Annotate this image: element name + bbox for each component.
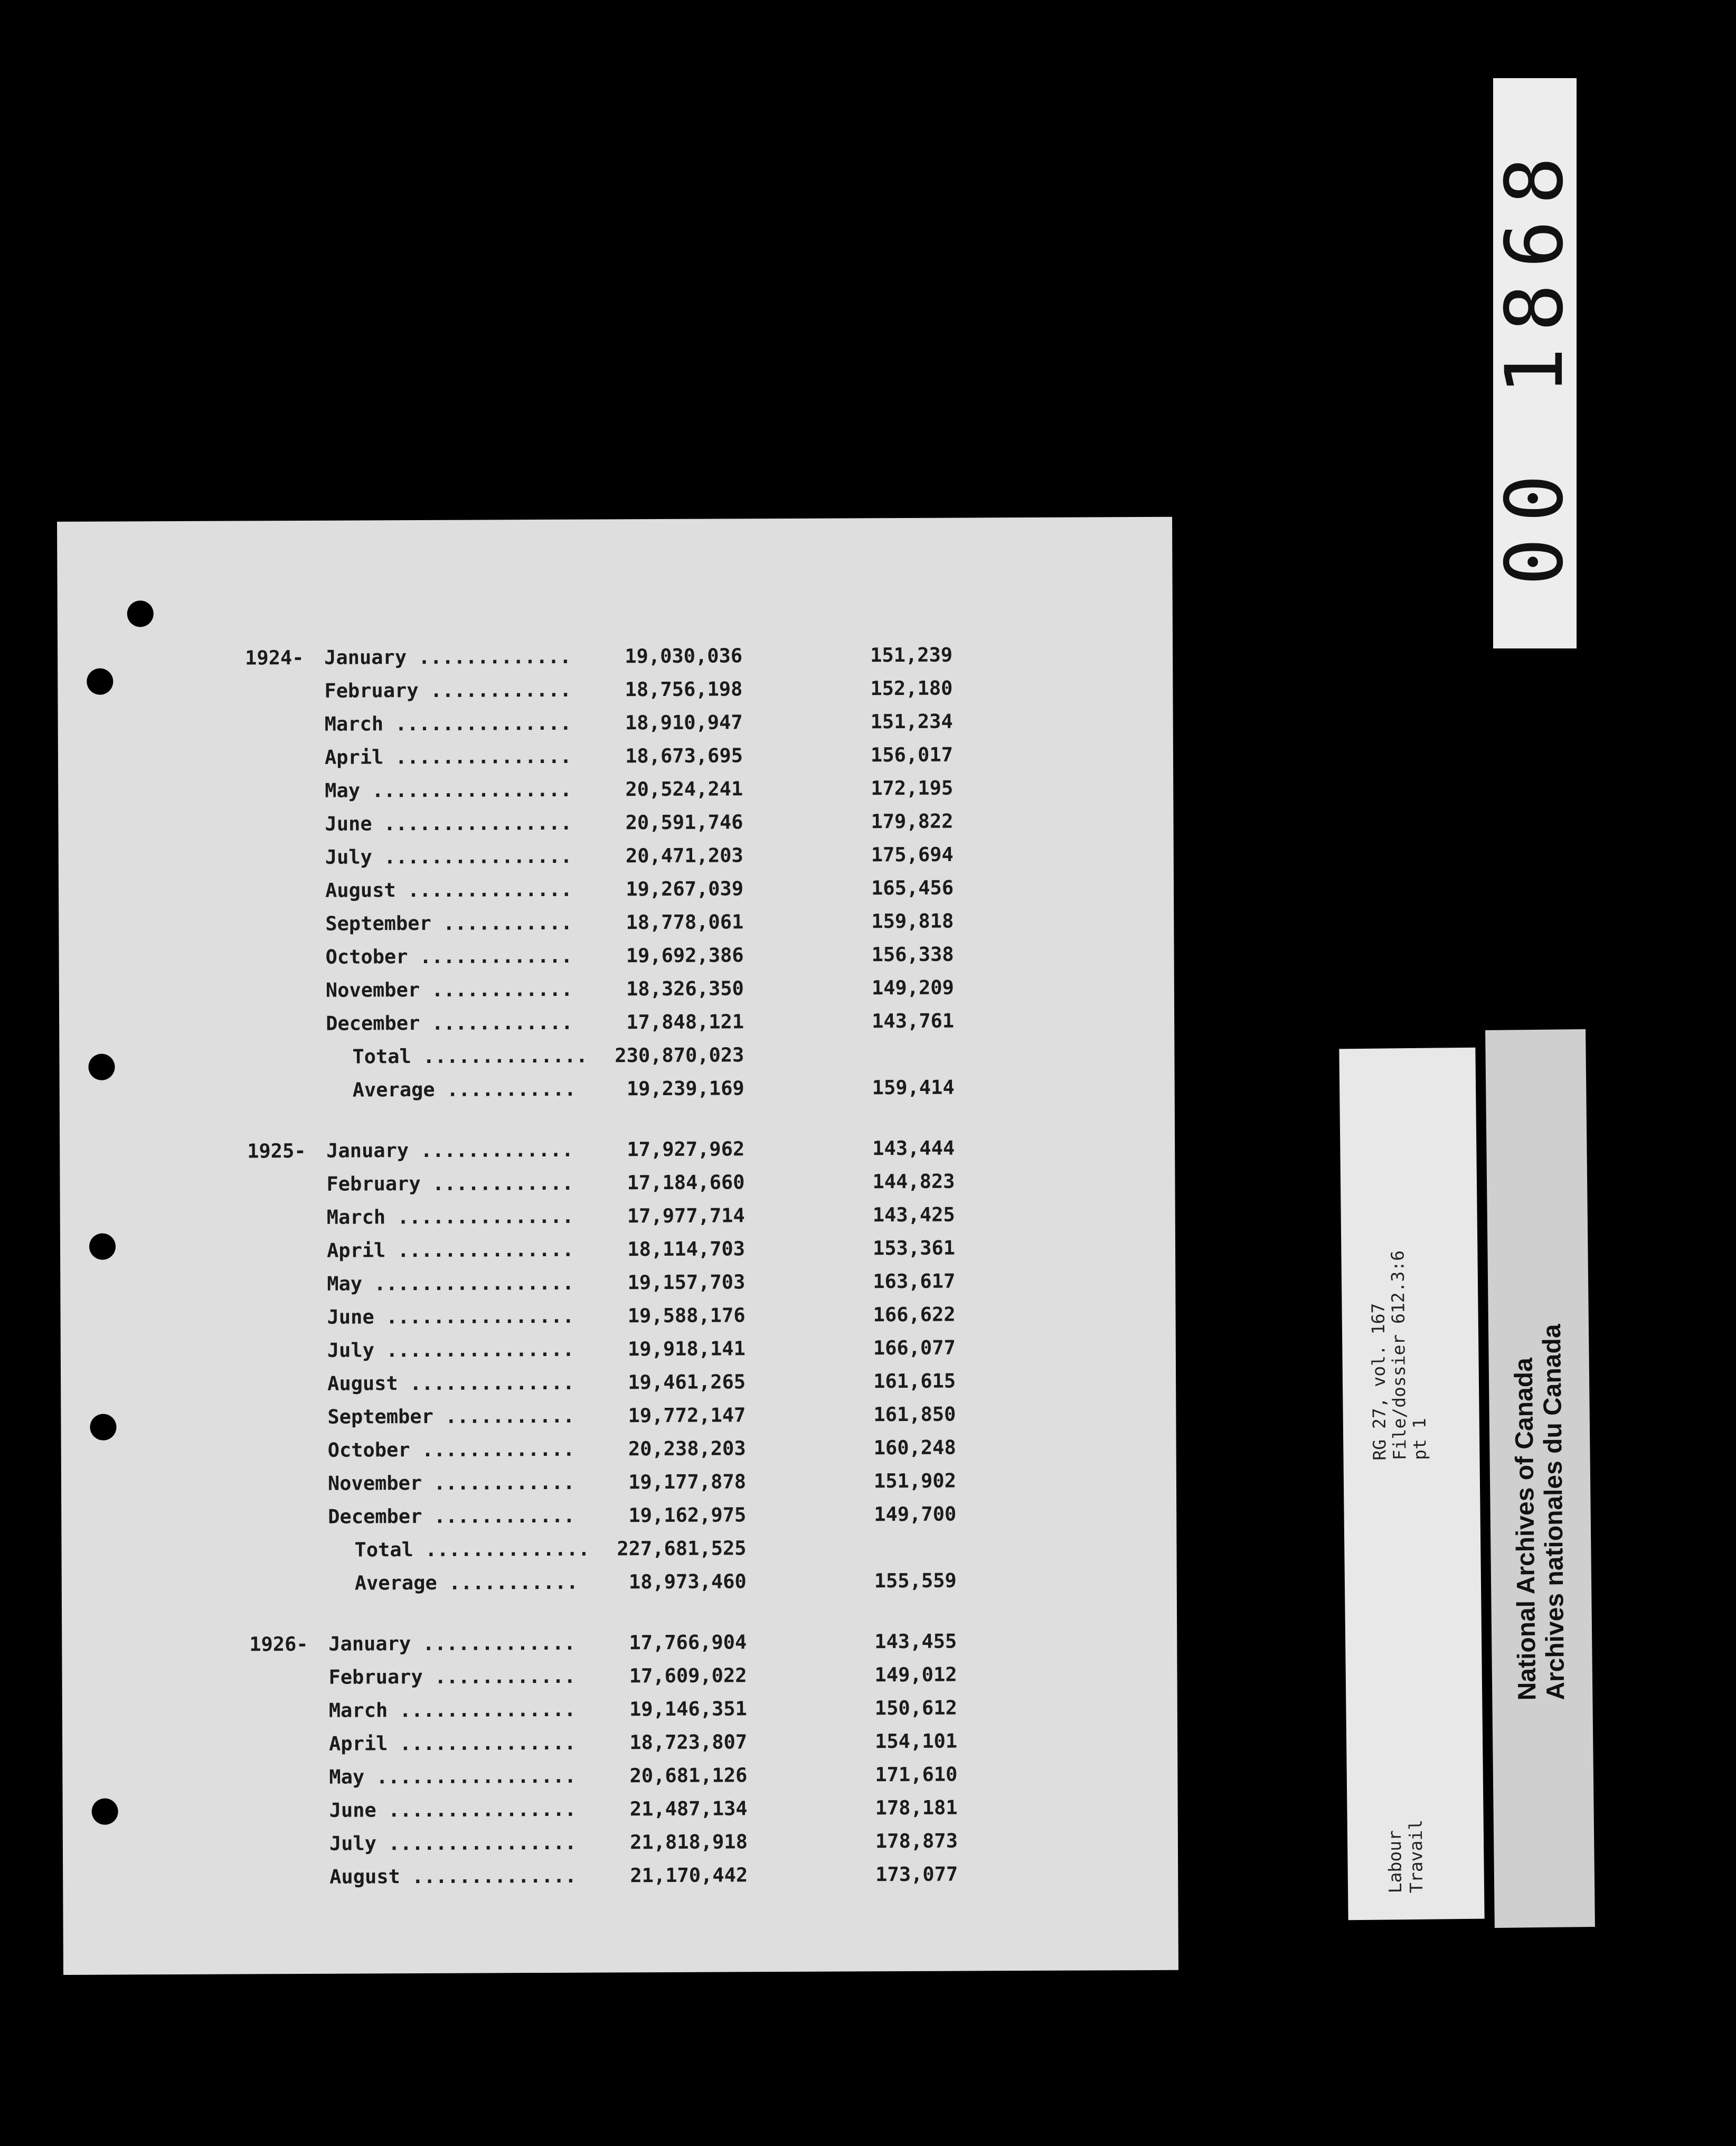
archive-label: [1485, 1029, 1595, 1928]
month-label: Total ..............: [354, 1537, 590, 1561]
month-label: October .............: [325, 944, 573, 968]
ledger-row: [248, 1264, 1029, 1301]
count-value: 178,873: [875, 1829, 958, 1853]
amount-value: 19,267,039: [626, 877, 744, 901]
count-value: 151,239: [870, 643, 953, 667]
year-label: [250, 1727, 334, 1728]
month-label: June ................: [327, 1304, 574, 1329]
month-label: July ................: [325, 844, 572, 869]
amount-value: 17,766,904: [629, 1631, 747, 1654]
count-value: 179,822: [871, 810, 954, 833]
month-label: August ..............: [327, 1371, 575, 1395]
month-label: Average ...........: [352, 1077, 577, 1102]
ledger-row: [250, 1724, 1031, 1761]
month-label: September ...........: [327, 1404, 575, 1428]
amount-value: 17,927,962: [627, 1137, 745, 1161]
file-part: pt 1: [1409, 1418, 1430, 1461]
ledger-row: [248, 1297, 1029, 1334]
month-label: August ..............: [325, 878, 572, 902]
ledger-row: [246, 738, 1027, 774]
count-value: 151,902: [873, 1469, 957, 1493]
ledger-row: [249, 1564, 1031, 1600]
amount-value: 19,239,169: [626, 1077, 744, 1100]
count-value: 159,414: [872, 1076, 955, 1099]
month-label: September ...........: [325, 911, 573, 935]
archive-name-french: Archives nationales du Canada: [1537, 1324, 1570, 1700]
count-value: 159,818: [871, 909, 954, 933]
ledger-row: [245, 671, 1026, 708]
amount-value: 17,184,660: [627, 1171, 745, 1194]
record-group-volume: RG 27, vol. 167: [1367, 1303, 1390, 1461]
month-label: July ................: [329, 1831, 577, 1855]
amount-value: 19,772,147: [628, 1404, 746, 1427]
count-value: 161,615: [873, 1369, 956, 1393]
count-value: 155,559: [874, 1569, 957, 1593]
count-value: 171,610: [875, 1763, 958, 1786]
count-value: 144,823: [872, 1170, 955, 1193]
count-value: 143,444: [872, 1136, 955, 1160]
amount-value: 21,170,442: [630, 1863, 748, 1887]
year-label: [250, 1694, 334, 1695]
count-value: 143,761: [872, 1009, 955, 1033]
ledger-row: [250, 1757, 1031, 1794]
amount-value: 17,609,022: [629, 1664, 747, 1688]
year-label: [248, 1234, 332, 1235]
department-english: Labour: [1384, 1830, 1406, 1894]
ledger-row: [250, 1824, 1032, 1860]
year-label: [247, 1040, 331, 1041]
year-label: [246, 774, 330, 775]
ledger-row: [248, 1198, 1029, 1234]
amount-value: 19,588,176: [627, 1304, 746, 1328]
year-label: [245, 674, 329, 675]
count-value: 152,180: [870, 676, 953, 700]
amount-value: 19,162,975: [628, 1503, 747, 1527]
ledger-row: [248, 1331, 1030, 1367]
amount-value: 18,756,198: [625, 677, 743, 701]
month-label: Average ...........: [354, 1570, 579, 1595]
month-label: November ............: [327, 1471, 575, 1495]
month-label: June ................: [329, 1797, 577, 1822]
month-label: January .............: [328, 1631, 576, 1655]
count-value: 153,361: [872, 1236, 956, 1260]
month-label: June ................: [325, 811, 572, 835]
ledger-row: [246, 804, 1027, 841]
punch-hole: [90, 1414, 116, 1441]
amount-value: 19,177,878: [628, 1470, 747, 1494]
count-value: 154,101: [875, 1729, 958, 1753]
ledger-row: [245, 638, 1026, 674]
ledger-row: [246, 771, 1027, 807]
department-french: Travail: [1405, 1819, 1427, 1894]
year-label: [249, 1533, 333, 1534]
ledger-row: [249, 1430, 1030, 1467]
count-value: 149,209: [871, 976, 954, 1000]
count-value: 178,181: [875, 1796, 958, 1820]
month-label: July ................: [327, 1338, 574, 1362]
ledger-row: [249, 1624, 1031, 1661]
ledger-row: [247, 1070, 1029, 1107]
amount-value: 230,870,023: [615, 1043, 744, 1067]
ledger-row: [249, 1530, 1030, 1567]
count-value: 172,195: [871, 776, 954, 800]
count-value: 175,694: [871, 843, 954, 867]
ledger-row: [250, 1691, 1031, 1727]
count-value: 173,077: [875, 1862, 958, 1886]
amount-value: 20,238,203: [628, 1437, 746, 1461]
count-value: 163,617: [873, 1269, 956, 1293]
count-value: 143,455: [874, 1630, 957, 1653]
amount-value: 18,326,350: [626, 977, 744, 1001]
amount-value: 19,030,036: [625, 644, 743, 668]
count-value: 161,850: [873, 1403, 956, 1426]
ledger-row: [246, 837, 1027, 874]
amount-value: 20,471,203: [625, 844, 743, 868]
count-value: 149,700: [874, 1502, 957, 1526]
month-label: April ...............: [324, 745, 572, 769]
year-label: 1924-: [245, 646, 304, 670]
count-value: 166,622: [873, 1303, 956, 1326]
amount-value: 18,673,695: [625, 744, 743, 768]
amount-value: 18,973,460: [628, 1570, 747, 1594]
month-label: March ...............: [324, 711, 572, 736]
ledger-row: [248, 1231, 1029, 1267]
month-label: December ............: [326, 1011, 573, 1035]
punch-hole: [87, 669, 113, 695]
file-label: [1339, 1048, 1484, 1921]
amount-value: 20,591,746: [625, 811, 743, 834]
amount-value: 18,723,807: [629, 1730, 748, 1754]
file-number: File/dossier 612.3:6: [1387, 1250, 1410, 1461]
year-label: [250, 1860, 335, 1861]
count-value: 160,248: [873, 1436, 956, 1460]
year-label: [246, 940, 331, 941]
amount-value: 17,848,121: [626, 1010, 744, 1034]
ledger-row: [250, 1857, 1032, 1894]
count-value: 165,456: [871, 876, 954, 900]
ledger-row: [247, 1004, 1028, 1040]
month-label: March ...............: [328, 1698, 576, 1722]
count-value: 156,338: [871, 943, 954, 966]
amount-value: 20,524,241: [625, 777, 743, 801]
month-label: May .................: [327, 1271, 574, 1295]
count-value: 150,612: [874, 1696, 957, 1720]
amount-value: 18,778,061: [626, 910, 744, 934]
year-label: 1926-: [249, 1632, 308, 1656]
count-value: 151,234: [870, 710, 953, 733]
month-label: November ............: [325, 977, 573, 1002]
amount-value: 18,910,947: [625, 711, 743, 735]
year-label: [246, 907, 331, 908]
ledger-row: [246, 871, 1027, 907]
amount-value: 18,114,703: [627, 1237, 746, 1261]
punch-hole: [88, 1054, 115, 1080]
amount-value: 19,461,265: [628, 1370, 746, 1394]
ledger-row: [247, 971, 1028, 1007]
month-label: Total ..............: [352, 1044, 588, 1068]
ledger-row: [250, 1791, 1032, 1827]
month-label: February ............: [328, 1664, 576, 1689]
amount-value: 19,692,386: [626, 944, 744, 967]
month-label: October .............: [327, 1437, 575, 1462]
month-label: May .................: [325, 778, 572, 802]
ledger-row: [249, 1497, 1030, 1533]
count-value: 156,017: [870, 743, 954, 767]
amount-value: 21,487,134: [629, 1797, 748, 1821]
year-label: [247, 1007, 331, 1008]
month-label: February ............: [324, 678, 572, 702]
year-label: [248, 1367, 333, 1368]
ledger-row: [246, 937, 1027, 974]
month-label: April ...............: [329, 1731, 576, 1755]
ledger-row: [247, 1131, 1029, 1168]
amount-value: 20,681,126: [629, 1764, 748, 1787]
amount-value: 17,977,714: [627, 1204, 745, 1228]
year-label: [249, 1500, 333, 1501]
amount-value: 19,918,141: [627, 1337, 746, 1361]
month-label: March ...............: [326, 1204, 574, 1229]
year-label: [246, 807, 330, 808]
year-label: [250, 1827, 335, 1828]
month-label: April ...............: [326, 1238, 574, 1262]
ledger-row: [249, 1464, 1030, 1500]
ledger-row: [246, 704, 1027, 741]
ledger-row: [248, 1364, 1030, 1400]
archive-name-english: National Archives of Canada: [1509, 1357, 1542, 1701]
amount-value: 19,157,703: [627, 1270, 746, 1294]
year-label: [248, 1400, 333, 1401]
month-label: August ..............: [329, 1864, 577, 1888]
ledger-row: [246, 904, 1027, 940]
punch-hole: [127, 600, 154, 627]
ledger-row: [249, 1658, 1031, 1694]
frame-number: 00 1868: [1489, 140, 1581, 586]
month-label: January .............: [324, 645, 572, 669]
year-label: [248, 1267, 332, 1268]
count-value: 149,012: [874, 1663, 957, 1687]
month-label: February ............: [326, 1171, 574, 1196]
amount-value: 19,146,351: [629, 1697, 747, 1721]
amount-value: 21,818,918: [630, 1830, 748, 1854]
month-label: December ............: [328, 1504, 575, 1528]
amount-value: 227,681,525: [617, 1537, 747, 1560]
year-label: 1925-: [247, 1139, 306, 1163]
punch-hole: [89, 1234, 116, 1260]
ledger-row: [247, 1164, 1029, 1201]
punch-hole: [92, 1799, 118, 1825]
ledger-row: [248, 1397, 1030, 1434]
ledger-table: [245, 638, 1032, 1894]
count-value: 166,077: [873, 1336, 956, 1360]
document-page: [57, 517, 1178, 1975]
frame-counter: [1489, 78, 1581, 648]
month-label: May .................: [329, 1764, 577, 1789]
ledger-row: [247, 1037, 1028, 1074]
count-value: 143,425: [872, 1203, 955, 1227]
month-label: January .............: [326, 1138, 574, 1162]
